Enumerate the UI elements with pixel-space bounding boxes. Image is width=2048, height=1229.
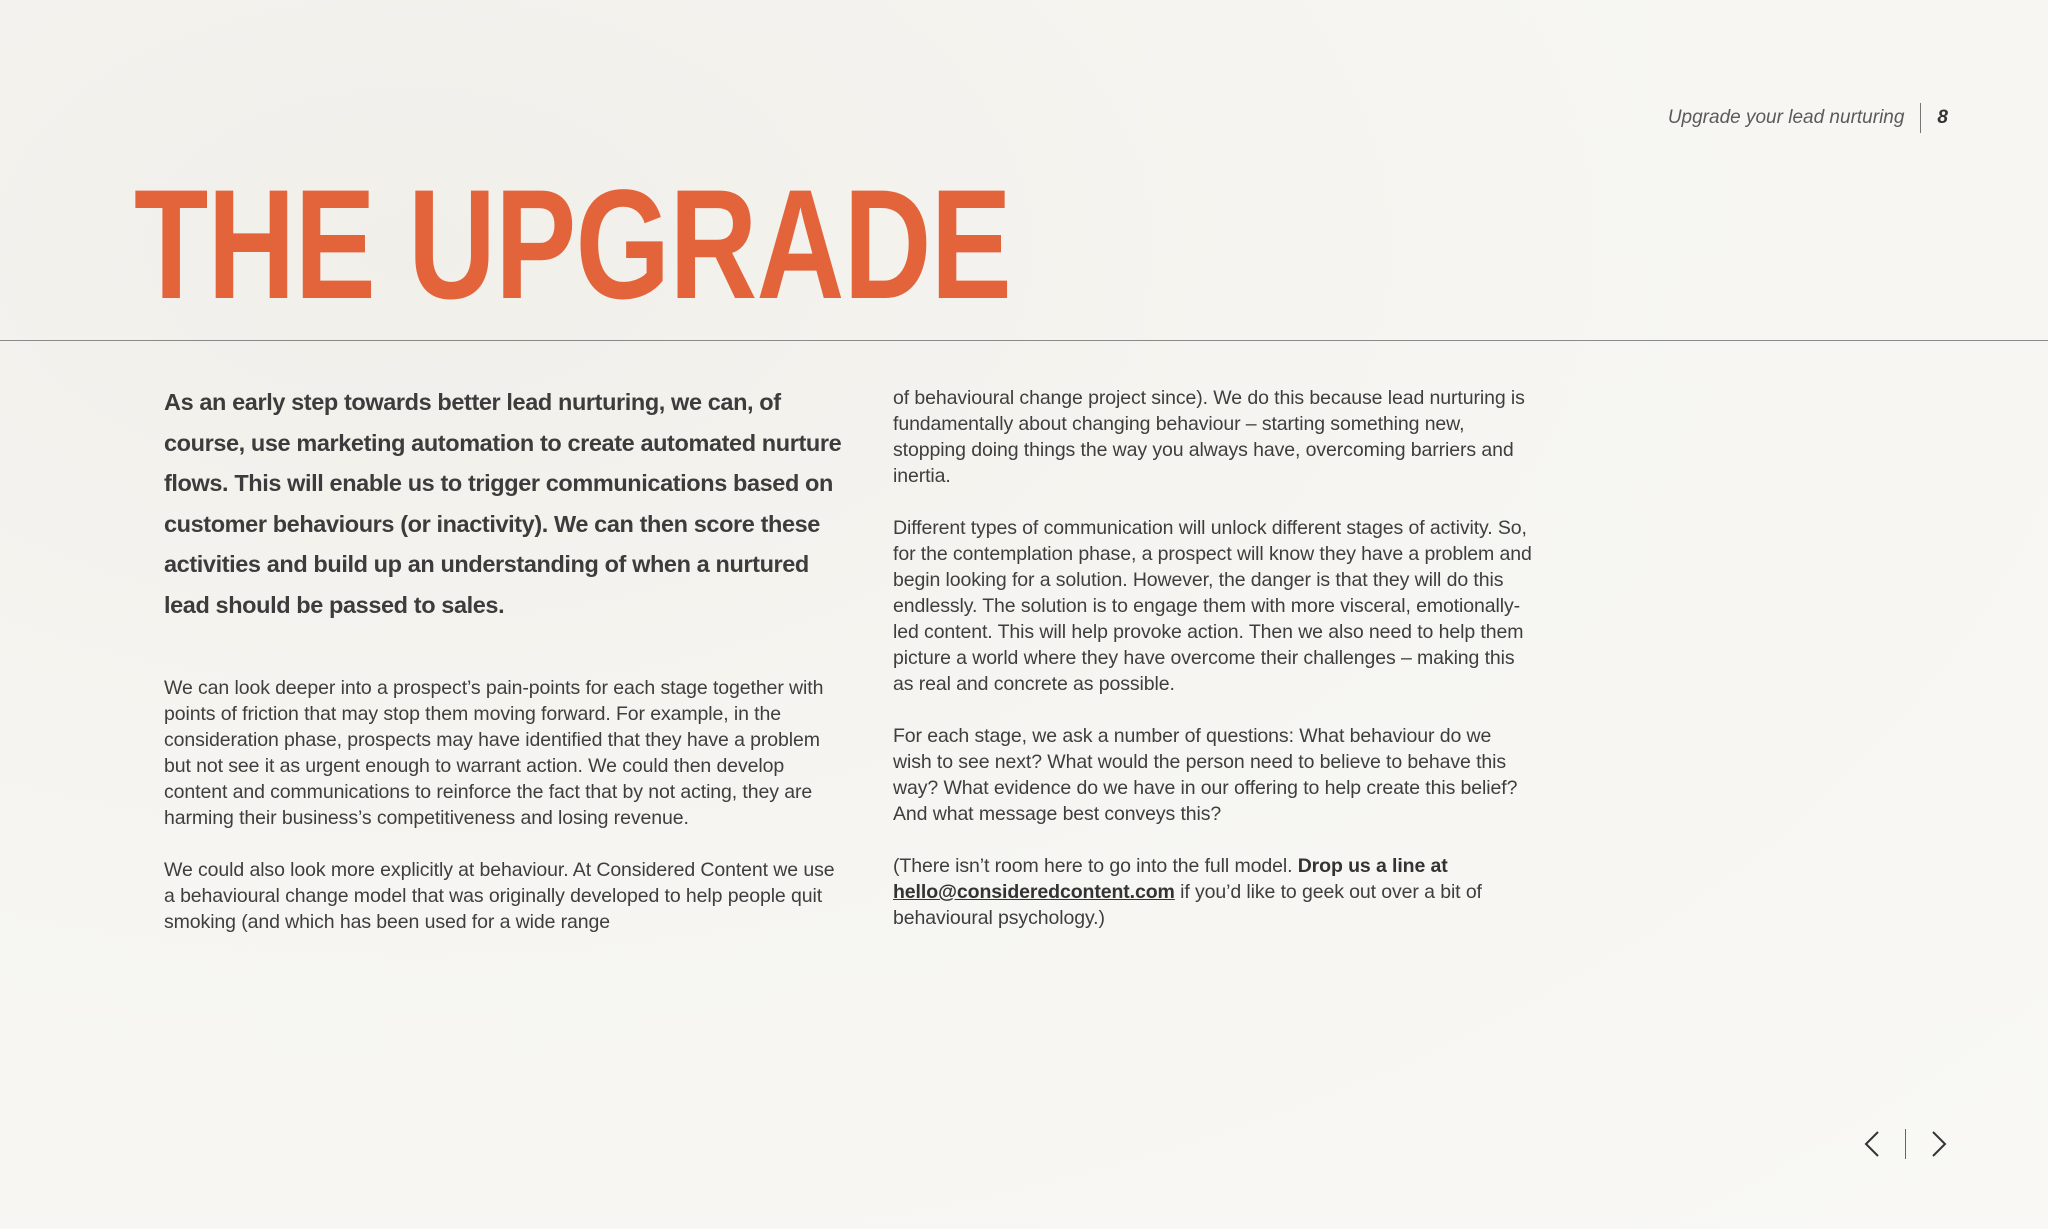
title-rule [0,340,2048,341]
pager-divider [1905,1129,1906,1159]
right-column [893,382,1533,957]
running-header [1668,103,1948,133]
closing-intro: (There isn’t room here to go into the full model. [893,855,1298,877]
lead-paragraph: As an early step towards better lead nurturing, we can, of course, use marketing automation to create automated nurture flows. This will enable us to trigger communications based on customer behaviours (or inactivity). We can then score these activities and build up an understanding of when a nurtured lead should be passed to sales. [164,389,842,618]
page-navigation [1859,1127,1952,1161]
email-link[interactable]: hello@consideredcontent.com [893,881,1175,903]
previous-page-button[interactable] [1859,1127,1885,1161]
body-paragraph: Different types of communication will unlock different stages of activity. So, for the contemplation phase, a prospect will know they have a problem and begin looking for a solution. However, the danger is that they will do this endlessly. The solution is to engage them with more visceral, emotionally-led content. This will help provoke action. Then we also need to help them picture a world where they have overcome their challenges – making this as real and concrete as possible. [893,517,1532,695]
body-paragraph: of behavioural change project since). We do this because lead nurturing is fundamentally about changing behaviour – starting something new, stopping doing things the way you always have, overcoming barriers and inertia. [893,387,1525,487]
body-paragraph: For each stage, we ask a number of questions: What behaviour do we wish to see next? What would the person need to believe to behave this way? What evidence do we have in our offering to help create this belief? And what message best conveys this? [893,725,1518,825]
page-number: 8 [1937,107,1948,128]
chevron-left-icon [1864,1130,1880,1158]
chevron-right-icon [1931,1130,1947,1158]
header-divider [1920,103,1921,133]
closing-paragraph [893,853,1533,931]
section-title: Upgrade your lead nurturing [1667,107,1905,128]
closing-cta: Drop us a line at [1297,855,1448,877]
left-column [164,382,844,961]
body-paragraph: We can look deeper into a prospect’s pain-points for each stage together with points of friction that may stop them moving forward. For example, in the consideration phase, prospects may have identified that they have a problem but not see it as urgent enough to warrant action. We could then develop content and communications to reinforce the fact that by not acting, they are harming their business’s competitiveness and losing revenue. [164,677,824,829]
closing-outro: if you’d like to geek out over a bit of behavioural psychology.) [893,881,1482,929]
page-title: THE UPGRADE [134,158,1012,332]
body-paragraph: We could also look more explicitly at behaviour. At Considered Content we use a behavioural change model that was originally developed to help people quit smoking (and which has been used for a wide range [164,859,835,933]
next-page-button[interactable] [1926,1127,1952,1161]
